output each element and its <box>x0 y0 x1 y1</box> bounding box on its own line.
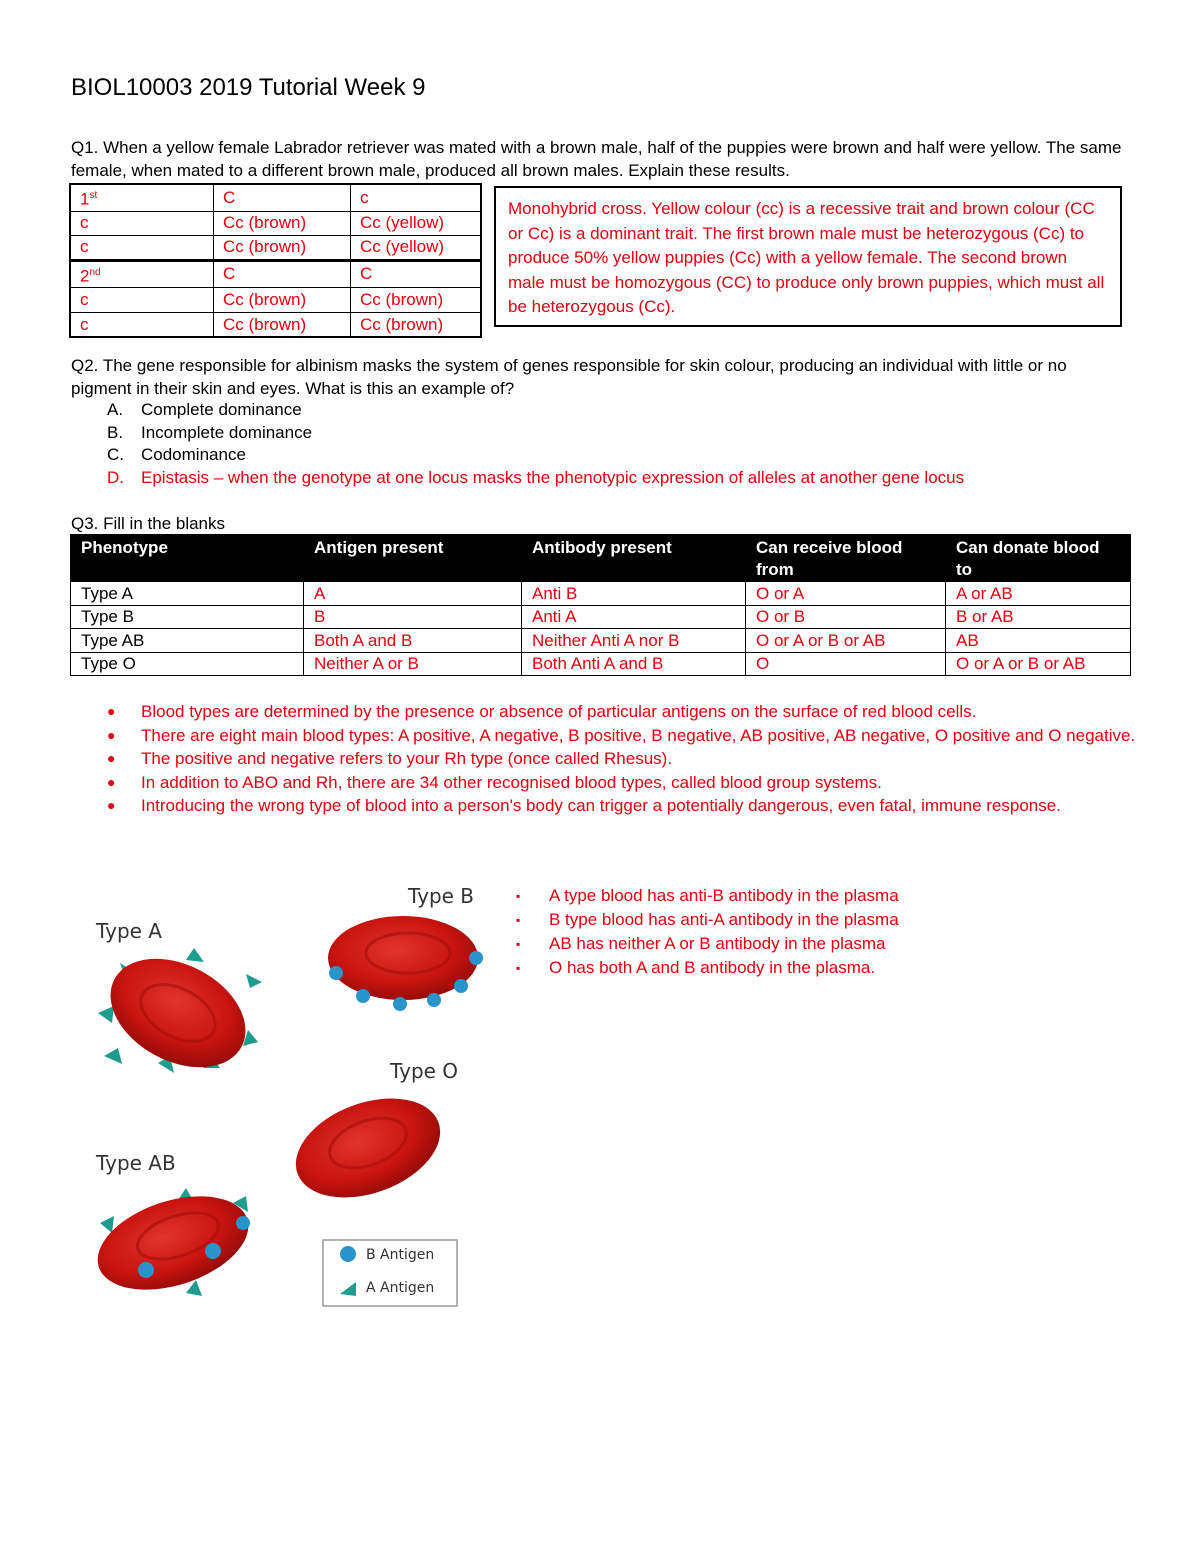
header-donate: Can donate blood to <box>946 535 1131 582</box>
cross2-header-2: C <box>351 260 481 288</box>
table-cell: O <box>746 652 946 676</box>
blood-cell-figure <box>78 878 498 1318</box>
cross1-label: 1st <box>71 185 214 212</box>
table-cell: Both A and B <box>304 629 522 653</box>
blood-facts-list <box>107 700 1137 818</box>
table-row <box>71 211 481 236</box>
table-cell: Neither A or B <box>304 652 522 676</box>
table-cell: Type AB <box>71 629 304 653</box>
q2-option-a: A. Complete dominance <box>107 400 302 419</box>
figure-legend <box>323 1240 457 1306</box>
table-cell: Anti B <box>522 582 746 606</box>
list-item: ▪ O has both A and B antibody in the plasma. <box>516 958 876 977</box>
table-cell: O or A <box>746 582 946 606</box>
table-cell: c <box>71 211 214 236</box>
table-row <box>71 288 481 313</box>
q1-answer-box: Monohybrid cross. Yellow colour (cc) is a recessive trait and brown colour (CC or Cc) is a dominant trait. The first brown male must be heterozygous (Cc) to produce 50% yellow puppies (Cc) with a yellow female. The second brown male must be homozygous (CC) to produce only brown puppies, which must all be heterozygous (Cc). <box>494 186 1122 327</box>
b-antigen-icon <box>340 1246 356 1262</box>
table-cell: Both Anti A and B <box>522 652 746 676</box>
table-cell: Cc (brown) <box>214 236 351 261</box>
list-item: ● Blood types are determined by the presence or absence of particular antigens on the surface of red blood cells. <box>107 702 977 721</box>
punnett-header-row-2 <box>71 260 481 288</box>
q2-option-c: C. Codominance <box>107 445 246 464</box>
antibody-list <box>516 884 899 980</box>
table-cell: B or AB <box>946 605 1131 629</box>
q2-option-d: D. Epistasis – when the genotype at one locus masks the phenotypic expression of alleles at another gene locus <box>107 467 965 487</box>
q2-question: Q2. The gene responsible for albinism masks the system of genes responsible for skin colour, producing an individual with little or no pigment in their skin and eyes. What is this an example of? <box>71 356 1067 398</box>
table-cell: Cc (yellow) <box>351 236 481 261</box>
table-cell: O or A or B or AB <box>746 629 946 653</box>
legend-b-antigen: B Antigen <box>366 1247 435 1263</box>
header-receive: Can receive blood from <box>746 535 946 582</box>
table-cell: Cc (brown) <box>214 288 351 313</box>
type-b-label: Type B <box>408 884 475 908</box>
punnett-table <box>70 184 481 337</box>
table-row <box>71 312 481 337</box>
header-phenotype: Phenotype <box>71 535 304 582</box>
list-item: ● Introducing the wrong type of blood into a person's body can trigger a potentially dangerous, even fatal, immune response. <box>107 796 1061 815</box>
list-item: ▪ AB has neither A or B antibody in the plasma <box>516 934 886 953</box>
list-item: ● The positive and negative refers to your Rh type (once called Rhesus). <box>107 749 673 768</box>
type-o-label: Type O <box>390 1059 459 1083</box>
header-antigen: Antigen present <box>304 535 522 582</box>
table-cell: Neither Anti A nor B <box>522 629 746 653</box>
table-cell: c <box>71 236 214 261</box>
legend-a-antigen: A Antigen <box>366 1280 435 1296</box>
list-item: ● In addition to ABO and Rh, there are 34 other recognised blood types, called blood group systems. <box>107 772 882 792</box>
blood-type-table <box>70 534 1131 676</box>
table-cell: O or B <box>746 605 946 629</box>
table-cell: c <box>71 288 214 313</box>
type-ab-label: Type AB <box>96 1151 176 1175</box>
punnett-header-row-1 <box>71 185 481 212</box>
page-title: BIOL10003 2019 Tutorial Week 9 <box>71 74 426 101</box>
table-cell: Cc (yellow) <box>351 211 481 236</box>
table-header-row <box>71 535 1131 582</box>
q2-option-b: B. Incomplete dominance <box>107 422 313 442</box>
table-cell: A <box>304 582 522 606</box>
table-row <box>71 652 1131 676</box>
cross1-header-2: c <box>351 185 481 212</box>
q2-options <box>107 399 964 489</box>
table-cell: Type O <box>71 652 304 676</box>
table-cell: c <box>71 312 214 337</box>
table-cell: AB <box>946 629 1131 653</box>
q3-question: Q3. Fill in the blanks <box>71 514 226 533</box>
table-cell: B <box>304 605 522 629</box>
cross2-header-1: C <box>214 260 351 288</box>
table-cell: Type A <box>71 582 304 606</box>
table-cell: Cc (brown) <box>351 312 481 337</box>
table-row <box>71 629 1131 653</box>
type-ab-cell <box>86 1179 260 1307</box>
type-a-cell <box>92 937 264 1089</box>
type-o-cell <box>282 1080 454 1216</box>
table-cell: Cc (brown) <box>214 211 351 236</box>
header-antibody: Antibody present <box>522 535 746 582</box>
list-item: ▪ B type blood has anti-A antibody in the plasma <box>516 910 899 929</box>
table-cell: Anti A <box>522 605 746 629</box>
table-row <box>71 605 1131 629</box>
table-cell: A or AB <box>946 582 1131 606</box>
q1-question: Q1. When a yellow female Labrador retriever was mated with a brown male, half of the puppies were brown and half were yellow. The same female, when mated to a different brown male, produced all brown males. Explain these results. <box>71 138 1122 180</box>
table-cell: Cc (brown) <box>214 312 351 337</box>
table-cell: Type B <box>71 605 304 629</box>
cross1-header-1: C <box>214 185 351 212</box>
type-a-label: Type A <box>96 919 162 943</box>
list-item: ● There are eight main blood types: A positive, A negative, B positive, B negative, AB positive, AB negative, O positive and O negative. <box>107 725 1136 745</box>
list-item: ▪ A type blood has anti-B antibody in the plasma <box>516 886 899 905</box>
table-cell: Cc (brown) <box>351 288 481 313</box>
table-cell: O or A or B or AB <box>946 652 1131 676</box>
type-b-cell <box>328 916 483 1011</box>
table-row <box>71 236 481 261</box>
table-row <box>71 582 1131 606</box>
cross2-label: 2nd <box>71 260 214 288</box>
